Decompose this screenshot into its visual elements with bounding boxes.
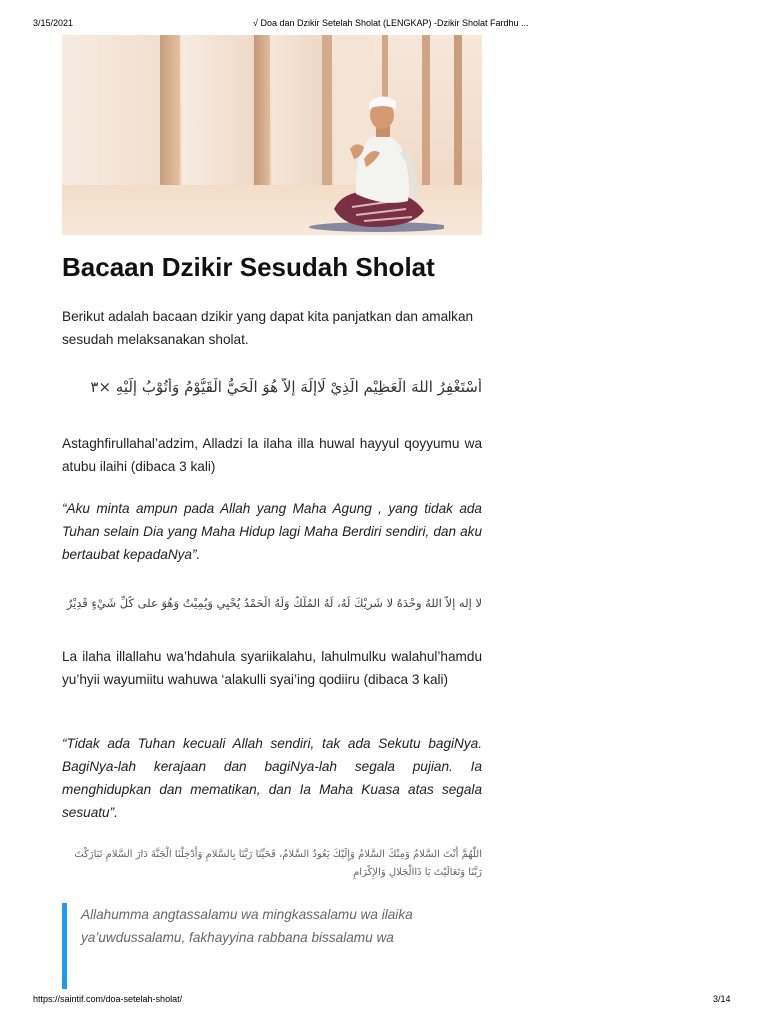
hero-image-man-praying [62,35,482,235]
article-heading: Bacaan Dzikir Sesudah Sholat [62,252,435,282]
translation-dzikir-tahlil: “Tidak ada Tuhan kecuali Allah sendiri, tak ada Sekutu bagiNya. BagiNya-lah kerajaan dan bagiNya-lah segala pujian. Ia menghidupkan dan mematikan, dan Ia Maha Kuasa atas segala sesuatu”. [62,736,482,820]
print-page-title: √ Doa dan Dzikir Setelah Sholat (LENGKAP) -Dzikir Sholat Fardhu ... [253,18,529,28]
latin-dzikir-istighfar: Astaghfirullahal’adzim, Alladzi la ilaha illa huwal hayyul qoyyumu wa atubu ilaihi (dibaca 3 kali) [62,436,482,474]
print-url: https://saintif.com/doa-setelah-sholat/ [33,994,183,1004]
latin-dzikir-tahlil: La ilaha illallahu wa’hdahula syariikalahu, lahulmulku walahul’hamdu yu’hyii wayumiitu wahuwa ‘alakulli syai’ing qodiiru (dibaca 3 kali) [62,649,482,687]
arabic-dzikir-salam: اللَّهُمَّ أَنْتَ السَّلامُ وَمِنْكَ السَّلامُ وَإِلَيْكَ يَعُودُ السَّلامُ، فَحَيِّنَا رَبَّنَا بِالسَّلامِ وَأَدْخِلْنَا الْجَنَّةَ دَارَ السَّلامِ تَبَارَكْتَ رَبَّنَا وَتَعَالَيْتَ يَا ذَاالْجَلالِ وَالإِكْرَامِ [74,849,482,878]
arabic-dzikir-tahlil: لا إله إلاَّ اللهُ وحْدَهُ لا شَرِيْكَ لَهُ، لَهُ المُلْكُ وَلَهُ الْحَمْدُ يُحْيِي وَيُمِيْتُ وَهُوَ على كُلِّ شَيْءٍ قَدِيْرٌ [66,596,482,610]
page-number: 3/14 [713,994,731,1004]
blockquote-latin-salam [62,903,482,989]
print-date: 3/15/2021 [33,18,74,28]
arabic-dzikir-istighfar: أَسْتَغْفِرُ اللهَ الْعَظِيْمِ الَّذِيْ لَاإِلَهَ إِلاَّ هُوَ الْحَيُّ الْقَيُّوْمُ وَأَتُوْبُ إِلَيْهِ ×٣ [90,378,482,396]
praying-man-illustration [294,89,444,234]
quote-text: Allahumma angtassalamu wa mingkassalamu wa ilaika ya’uwdussalamu, fakhayyina rabbana bissalamu wa [81,907,413,945]
translation-dzikir-istighfar: “Aku minta ampun pada Allah yang Maha Agung , yang tidak ada Tuhan selain Dia yang Maha Hidup lagi Maha Berdiri sendiri, dan aku bertaubat kepadaNya”. [62,501,482,562]
print-footer [0,994,768,1006]
print-header [0,18,768,30]
intro-paragraph: Berikut adalah bacaan dzikir yang dapat kita panjatkan dan amalkan sesudah melaksanakan sholat. [62,309,474,347]
